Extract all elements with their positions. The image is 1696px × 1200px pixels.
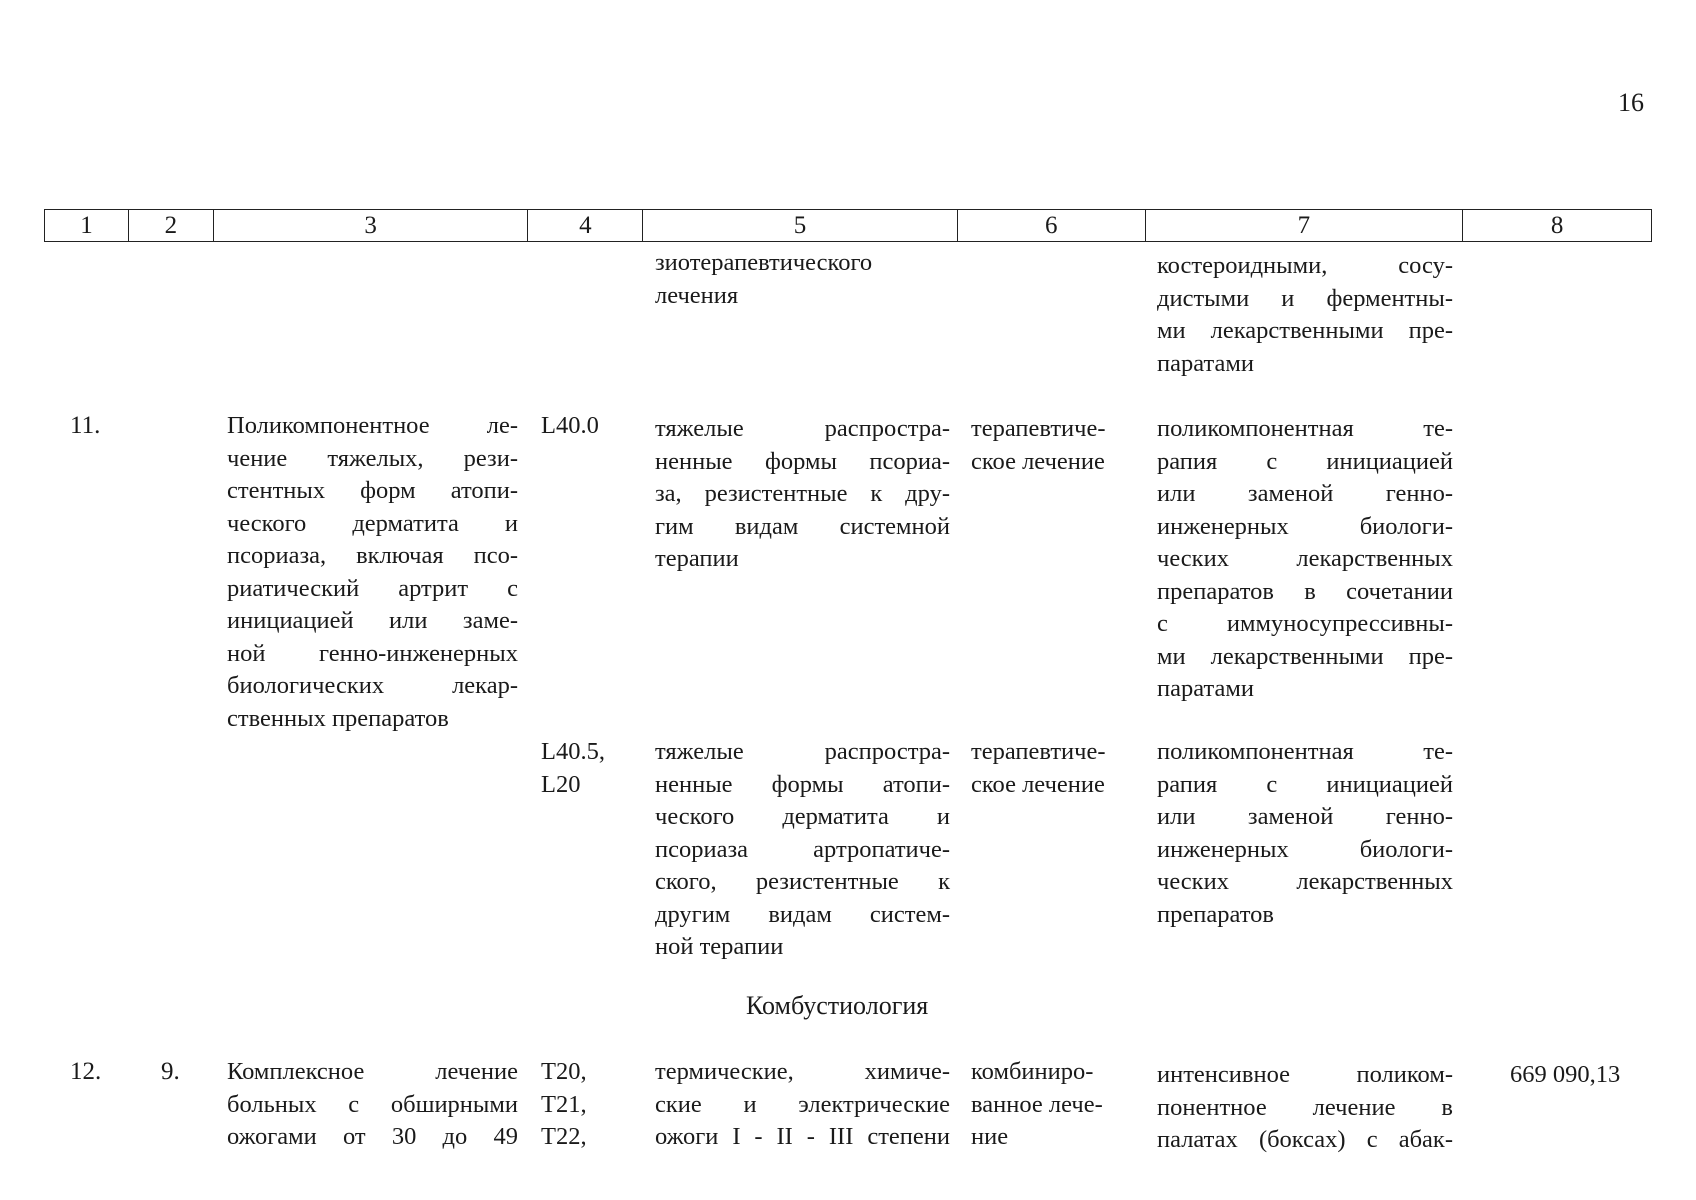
- row11-sub2-treatment-type: [971, 736, 1131, 801]
- continuation-col7: [1157, 250, 1453, 380]
- text-line: гим видам системной: [655, 512, 950, 540]
- continuation-col5: [655, 247, 950, 312]
- text-line: ми лекарственными пре-: [1157, 642, 1453, 670]
- text-line: палатах (боксах) с абак-: [1157, 1126, 1453, 1153]
- text-line: препаратов в сочетании: [1157, 577, 1453, 605]
- text-line: ожогами от 30 до 49: [227, 1123, 518, 1150]
- text-line: ческих лекарственных: [1157, 545, 1453, 572]
- text-line: ские и электрические: [655, 1090, 950, 1118]
- text-line: рапия с инициацией: [1157, 447, 1453, 475]
- text-line: паратами: [1157, 675, 1254, 702]
- header-col-8: 8: [1550, 211, 1564, 239]
- text-line: ной терапии: [655, 933, 784, 960]
- table-header-row: [44, 209, 1652, 242]
- row11-sub1-method: [1157, 413, 1453, 706]
- text-line: инженерных биологи-: [1157, 512, 1453, 540]
- text-line: интенсивное поликом-: [1157, 1061, 1453, 1088]
- text-line: ческого дерматита и: [655, 803, 950, 830]
- text-line: тяжелые распростра-: [655, 415, 950, 442]
- row12-diagnosis: [655, 1056, 950, 1154]
- text-line: Комплексное лечение: [227, 1058, 518, 1085]
- text-line: L20: [541, 770, 581, 798]
- text-line: T20,: [541, 1058, 587, 1085]
- row12-treatment-type: [971, 1056, 1131, 1154]
- header-col-4: 4: [528, 210, 643, 241]
- text-line: ми лекарственными пре-: [1157, 317, 1453, 344]
- header-col-3: 3: [214, 210, 529, 241]
- text-line: поликомпонентная те-: [1157, 738, 1453, 765]
- text-line: L40.0: [541, 412, 599, 439]
- row12-description: [227, 1056, 518, 1154]
- text-line: или заменой генно-: [1157, 803, 1453, 830]
- text-line: костероидными, сосу-: [1157, 252, 1453, 279]
- text-line: комбиниро-: [971, 1058, 1094, 1085]
- text-line: ческих лекарственных: [1157, 868, 1453, 895]
- row11-sub1-code: [541, 410, 599, 443]
- row12-method: [1157, 1059, 1453, 1157]
- text-line: ной генно-инженерных: [227, 639, 518, 667]
- text-line: ственных препаратов: [227, 704, 449, 732]
- text-line: псориаза артропатиче-: [655, 835, 950, 863]
- text-line: ское лечение: [971, 770, 1105, 798]
- text-line: терапевтиче-: [971, 415, 1106, 442]
- text-line: биологических лекар-: [227, 672, 518, 699]
- text-line: препаратов: [1157, 900, 1274, 928]
- header-col-2: 2: [129, 210, 214, 241]
- text-line: за, резистентные к дру-: [655, 480, 950, 507]
- text-line: ние: [971, 1123, 1009, 1150]
- section-title: Комбустиология: [746, 991, 929, 1020]
- row12-cost: 669 090,13: [1510, 1061, 1621, 1088]
- text-line: L40.5,: [541, 738, 605, 765]
- row11-sub2-diagnosis: [655, 736, 950, 964]
- page-number: 16: [1618, 88, 1644, 117]
- text-line: лечения: [655, 281, 739, 309]
- text-line: поликомпонентная те-: [1157, 415, 1453, 442]
- row11-sub2-method: [1157, 736, 1453, 931]
- text-line: T22,: [541, 1123, 587, 1150]
- text-line: ванное лече-: [971, 1090, 1103, 1118]
- text-line: терапии: [655, 545, 739, 572]
- row12-number: 12.: [70, 1058, 102, 1085]
- text-line: псориаза, включая псо-: [227, 542, 518, 569]
- text-line: ненные формы псориа-: [655, 447, 950, 475]
- row11-number: 11.: [70, 412, 101, 439]
- text-line: понентное лечение в: [1157, 1093, 1453, 1121]
- text-line: с иммуносупрессивны-: [1157, 610, 1453, 637]
- text-line: ского, резистентные к: [655, 868, 950, 895]
- text-line: инженерных биологи-: [1157, 835, 1453, 863]
- text-line: ское лечение: [971, 447, 1105, 475]
- row11-description: [227, 410, 518, 735]
- text-line: риатический артрит с: [227, 574, 518, 602]
- text-line: или заменой генно-: [1157, 480, 1453, 507]
- text-line: зиотерапевтического: [655, 249, 873, 276]
- text-line: тяжелые распростра-: [655, 738, 950, 765]
- text-line: ненные формы атопи-: [655, 770, 950, 798]
- text-line: дистыми и ферментны-: [1157, 284, 1453, 312]
- text-line: чение тяжелых, рези-: [227, 444, 518, 472]
- text-line: терапевтиче-: [971, 738, 1106, 765]
- text-line: паратами: [1157, 349, 1254, 377]
- text-line: стентных форм атопи-: [227, 477, 518, 504]
- text-line: ческого дерматита и: [227, 509, 518, 537]
- text-line: термические, химиче-: [655, 1058, 950, 1085]
- text-line: Поликомпонентное ле-: [227, 412, 518, 439]
- row11-sub1-treatment-type: [971, 413, 1131, 478]
- text-line: T21,: [541, 1090, 587, 1118]
- row12-codes: [541, 1056, 587, 1154]
- header-col-6: 6: [958, 210, 1146, 241]
- header-col-7: 7: [1146, 210, 1464, 241]
- row12-group-number: 9.: [161, 1058, 180, 1085]
- text-line: инициацией или заме-: [227, 607, 518, 634]
- text-line: ожоги I - II - III степени: [655, 1123, 950, 1150]
- text-line: другим видам систем-: [655, 900, 950, 928]
- header-col-1: 1: [45, 210, 129, 241]
- header-col-5: 5: [643, 210, 958, 241]
- row11-sub1-diagnosis: [655, 413, 950, 576]
- text-line: больных с обширными: [227, 1090, 518, 1118]
- text-line: рапия с инициацией: [1157, 770, 1453, 798]
- row11-sub2-codes: [541, 736, 605, 801]
